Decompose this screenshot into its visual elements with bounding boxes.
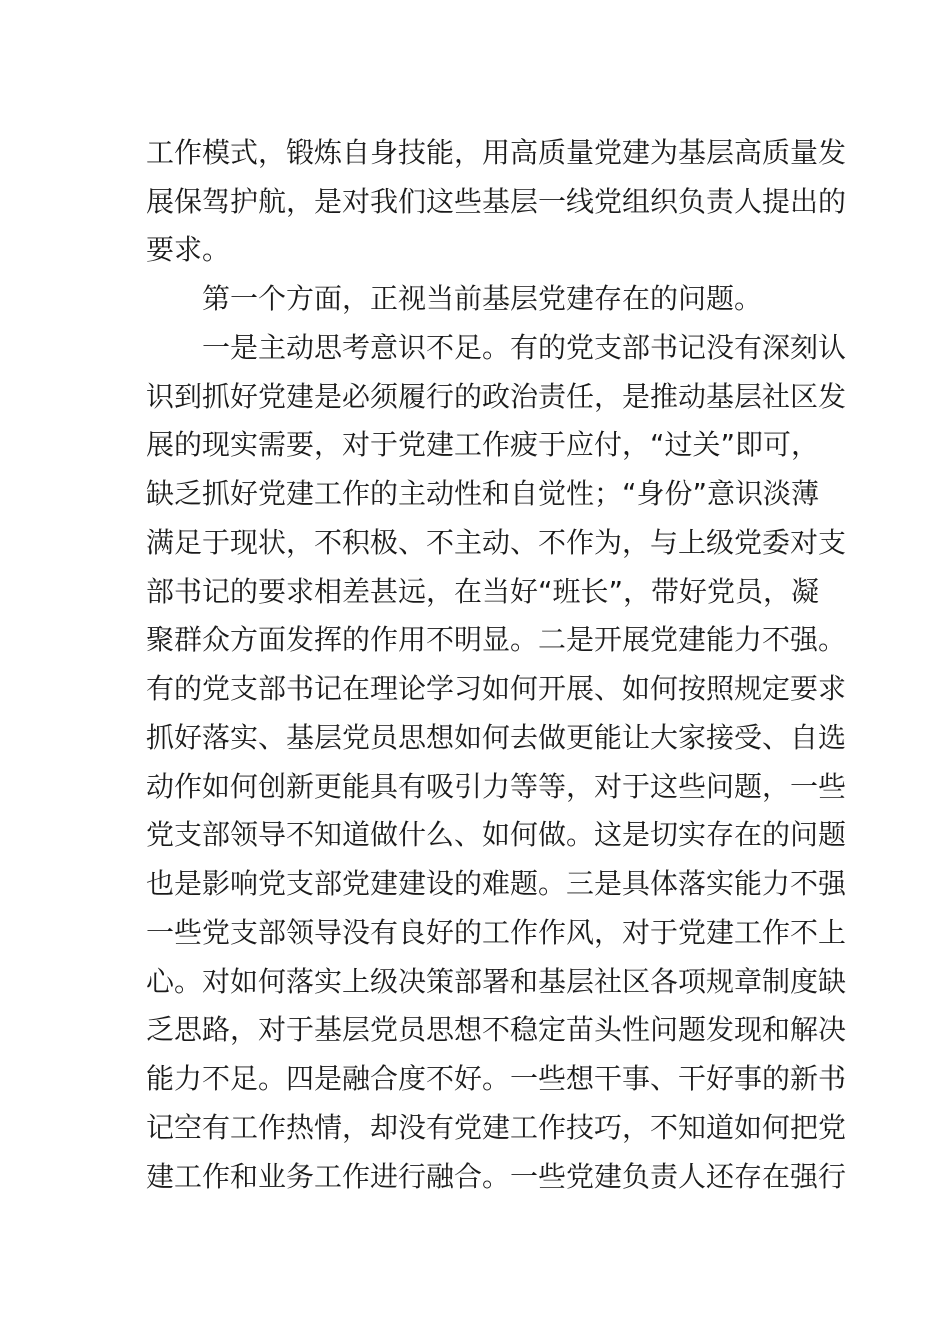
text-line-10: 部书记的要求相差甚远，在当好“班长”，带好党员，凝 [146,575,820,608]
text-line-15: 党支部领导不知道做什么、如何做。这是切实存在的问题 [146,818,847,851]
text-line-21: 记空有工作热情，却没有党建工作技巧，不知道如何把党 [146,1111,847,1144]
text-line-17: 一些党支部领导没有良好的工作作风，对于党建工作不上 [146,916,847,949]
text-line-14: 动作如何创新更能具有吸引力等等，对于这些问题，一些 [146,770,847,803]
text-line-13: 抓好落实、基层党员思想如何去做更能让大家接受、自选 [146,721,847,754]
text-line-19: 乏思路，对于基层党员思想不稳定苗头性问题发现和解决 [146,1013,847,1046]
text-line-22: 建工作和业务工作进行融合。一些党建负责人还存在强行 [146,1160,847,1193]
text-line-5: 一是主动思考意识不足。有的党支部书记没有深刻认 [202,331,847,364]
text-line-3: 要求。 [146,233,231,266]
text-line-8: 缺乏抓好党建工作的主动性和自觉性；“身份”意识淡薄 [146,477,820,510]
text-line-7: 展的现实需要，对于党建工作疲于应付，“过关”即可， [146,428,820,461]
text-line-16: 也是影响党支部党建建设的难题。三是具体落实能力不强 [146,867,847,900]
text-line-11: 聚群众方面发挥的作用不明显。二是开展党建能力不强。 [146,623,847,656]
section-heading: 第一个方面，正视当前基层党建存在的问题。 [202,282,763,315]
text-line-18: 心。对如何落实上级决策部署和基层社区各项规章制度缺 [146,965,847,998]
text-line-12: 有的党支部书记在理论学习如何开展、如何按照规定要求 [146,672,847,705]
text-line-20: 能力不足。四是融合度不好。一些想干事、干好事的新书 [146,1062,847,1095]
text-line-2: 展保驾护航，是对我们这些基层一线党组织负责人提出的 [146,185,847,218]
text-line-1: 工作模式，锻炼自身技能，用高质量党建为基层高质量发 [146,136,847,169]
text-line-6: 识到抓好党建是必须履行的政治责任，是推动基层社区发 [146,380,847,413]
text-line-9: 满足于现状，不积极、不主动、不作为，与上级党委对支 [146,526,847,559]
